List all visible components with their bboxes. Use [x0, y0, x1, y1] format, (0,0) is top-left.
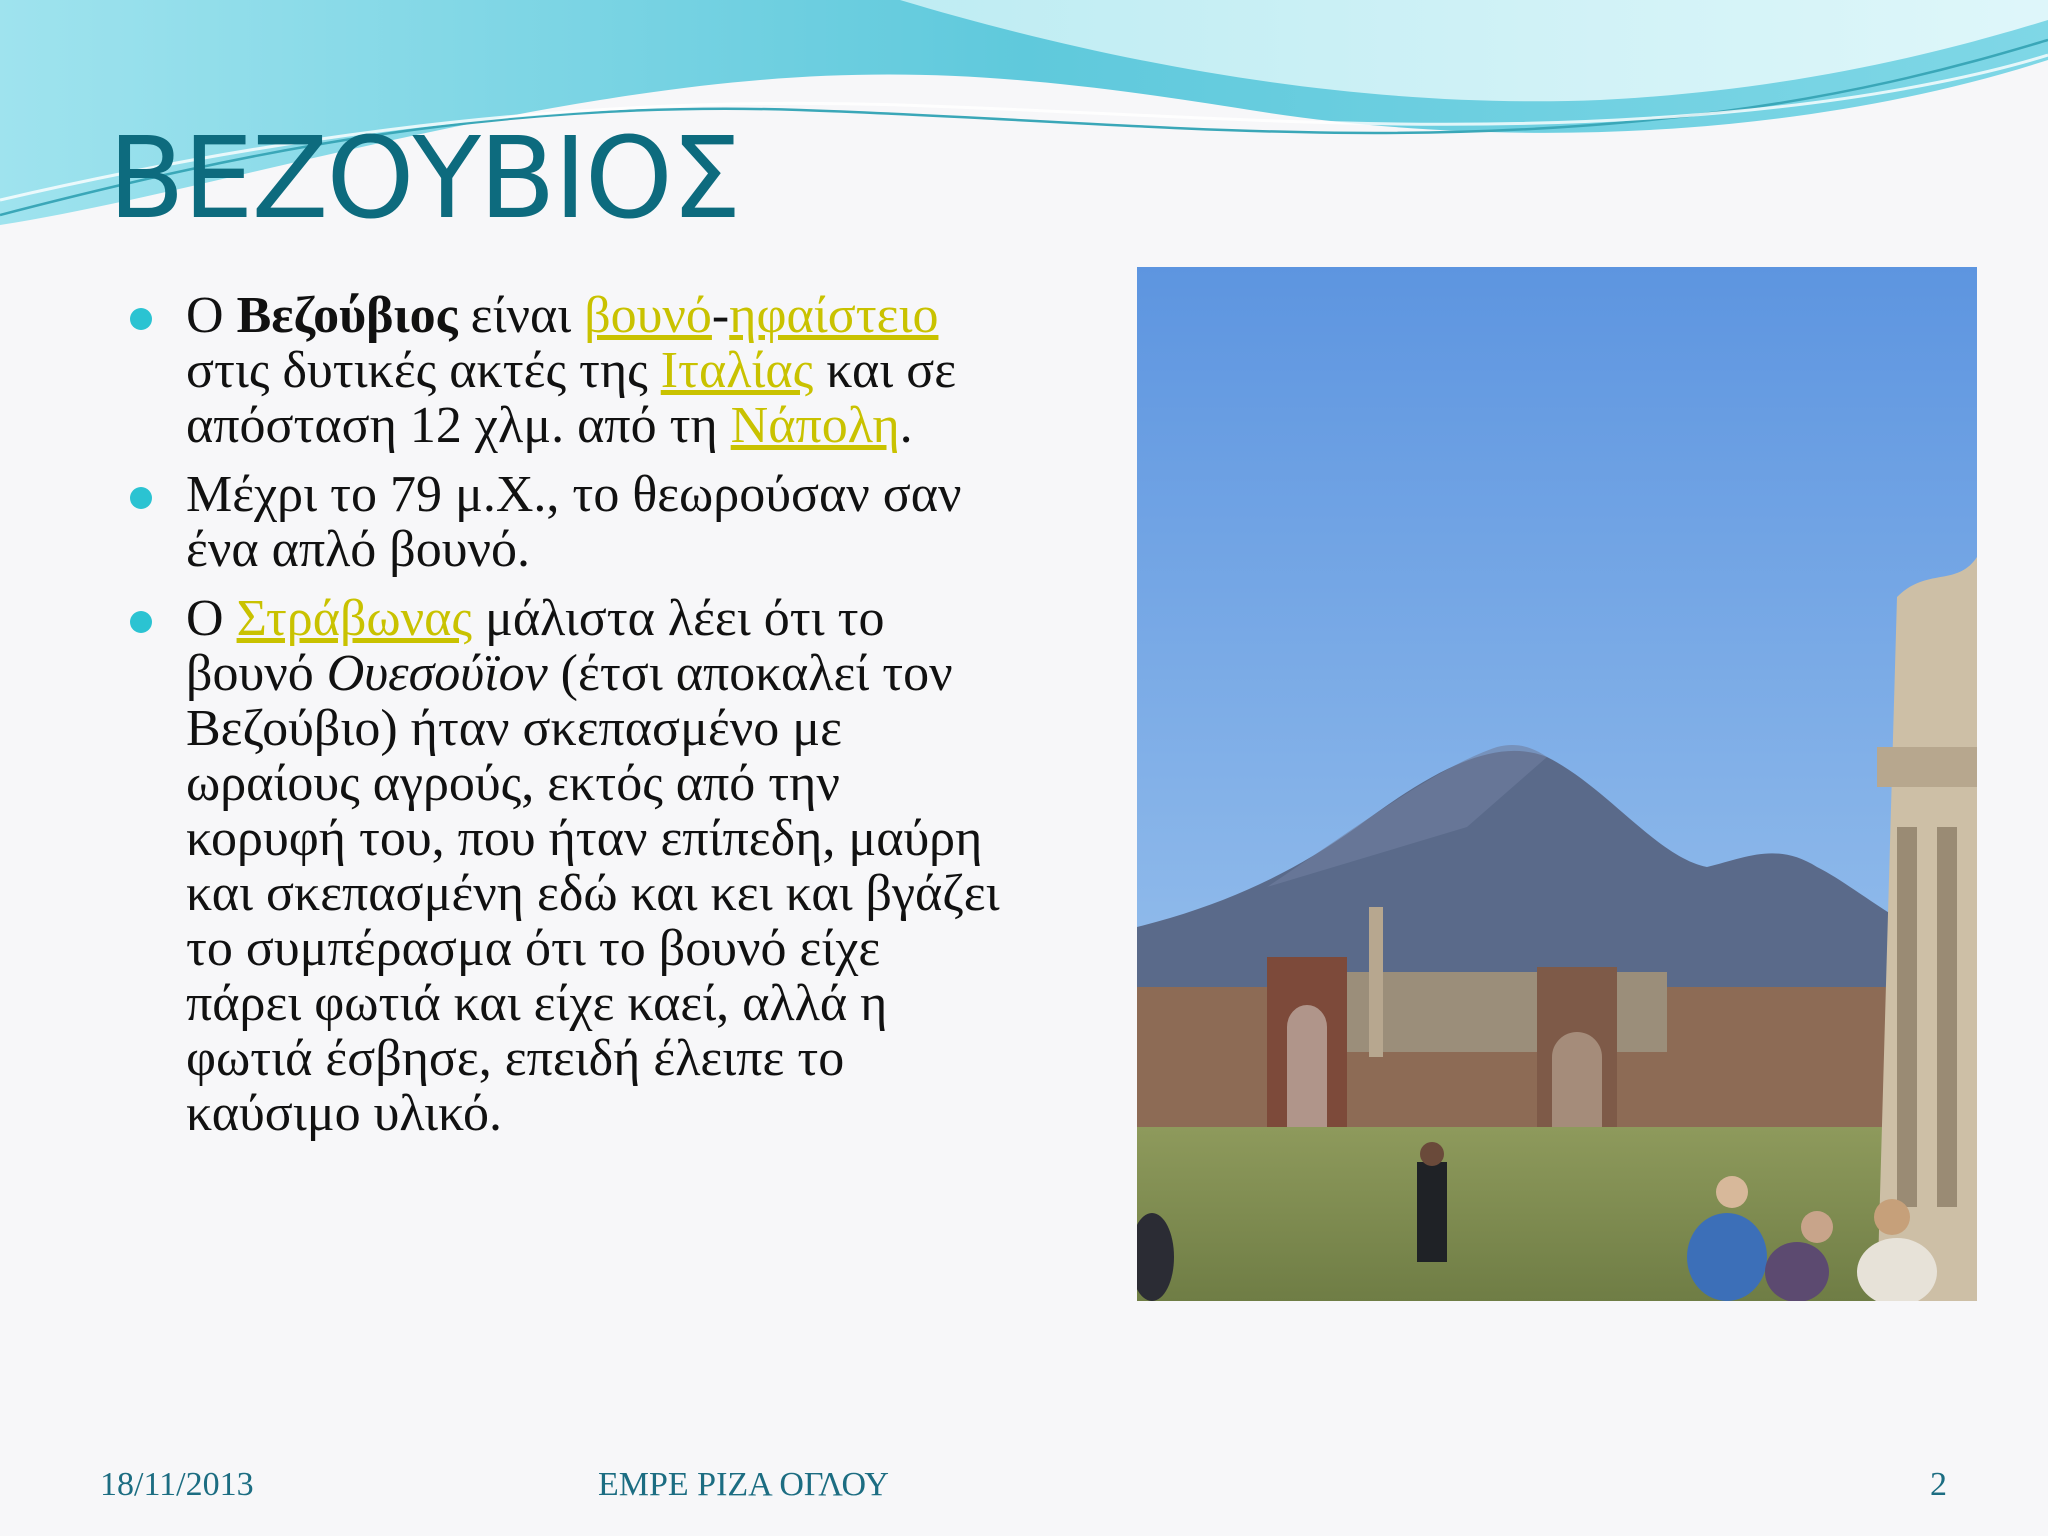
bullet-text: Μέχρι το 79 μ.Χ., το θεωρούσαν σαν ένα απλό βουνό.: [186, 466, 962, 578]
bullet-text: και σε απόσταση 12 χλμ. από τη: [186, 342, 957, 454]
bullet-text: Ο: [186, 590, 237, 647]
bullet-text: Ο: [186, 287, 237, 344]
bullet-item: [122, 288, 1002, 453]
bullet-dot-icon: [130, 308, 152, 330]
bullet-text: μάλιστα λέει ότι το βουνό: [186, 590, 885, 702]
footer-page-number: 2: [1930, 1466, 1947, 1503]
slide-title: ΒΕΖΟΥΒΙΟΣ: [108, 114, 740, 244]
bullet-text: στις δυτικές ακτές της: [186, 342, 661, 399]
link-napoli[interactable]: Νάπολη: [730, 397, 900, 454]
bullet-item: [122, 467, 1002, 577]
link-italias[interactable]: Ιταλίας: [660, 342, 814, 399]
footer-date: 18/11/2013: [100, 1466, 254, 1503]
bullet-item: [122, 591, 1002, 1141]
bold-term: Βεζούβιος: [236, 287, 458, 344]
bullet-dot-icon: [130, 611, 152, 633]
link-ifaisteio[interactable]: ηφαίστειο: [729, 287, 939, 344]
bullet-text: -: [711, 287, 730, 344]
bullet-dot-icon: [130, 487, 152, 509]
bullet-text: .: [899, 397, 913, 454]
link-vouno[interactable]: βουνό: [584, 287, 712, 344]
bullet-text: είναι: [457, 287, 585, 344]
italic-term: Ουεσούϊον: [326, 645, 548, 702]
bullet-text: (έτσι αποκαλεί τον Βεζούβιο) ήταν σκεπασμένο με ωραίους αγρούς, εκτός από την κορυφή του, που ήταν επίπεδη, μαύρη και σκεπασμένη εδώ και κει και βγάζει το συμπέρασμα ότι το βουνό είχε πάρει φωτιά και είχε καεί, αλλά η φωτιά έσβησε, επειδή έλειπε το καύσιμο υλικό.: [186, 645, 1000, 1142]
bullet-list: [122, 288, 1002, 1155]
footer-author: ΕΜΡΕ ΡΙΖΑ ΟΓΛΟΥ: [598, 1466, 889, 1503]
link-stravonas[interactable]: Στράβωνας: [236, 590, 473, 647]
vesuvius-pompeii-photo: [1137, 267, 1977, 1301]
